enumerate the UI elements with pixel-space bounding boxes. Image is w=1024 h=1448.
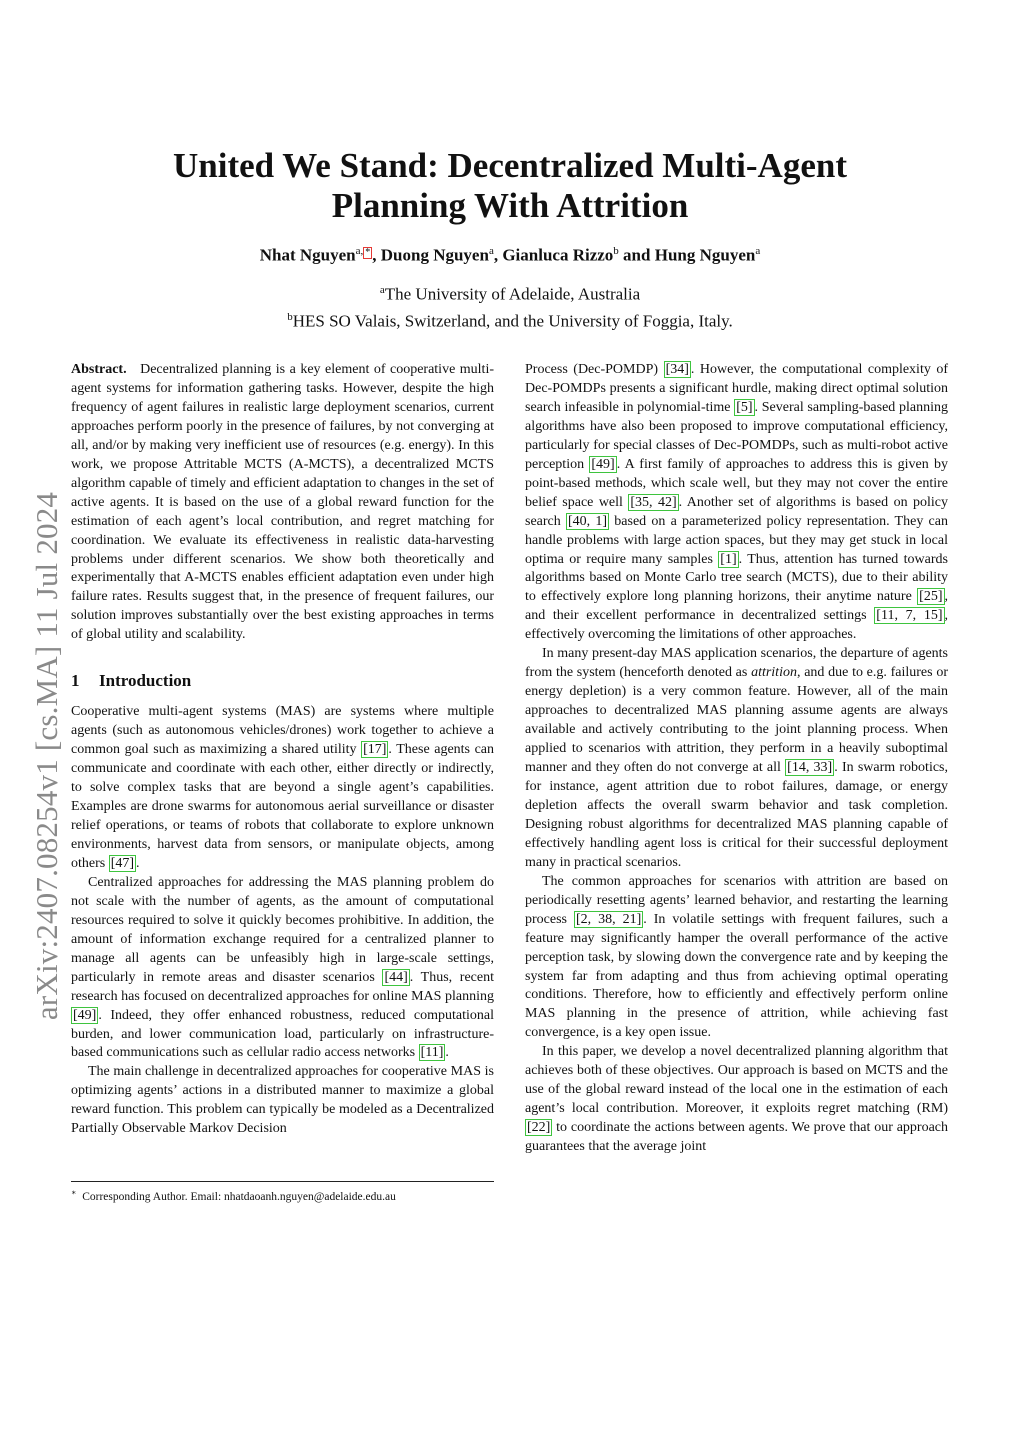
text-run: . (445, 1045, 449, 1061)
text-run: . A first family of approaches to address this is given by point-based methods, which scale well, but they may not cover the entire belief space well (525, 456, 948, 510)
citation-link[interactable]: [35, 42] (630, 494, 677, 510)
citation-link[interactable]: [17] (363, 742, 387, 758)
footnote-rule (71, 1181, 494, 1182)
text-run: , effectively overcoming the limitations of other approaches. (525, 608, 948, 643)
text-run: . In volatile settings with frequent failures, such a feature may significantly hamper the overall performance of the active perception task, by slowing down the convergence rate and by keeping the system far from adapting and thus from achieving optimal operating conditions. Therefore, how to efficiently and effectively perform online MAS planning in the presence of attrition, while achieving fast convergence, is a key open issue. (525, 911, 948, 1041)
affiliation-sup: a (379, 284, 385, 296)
footnote-mark: ∗ (71, 1188, 77, 1197)
author-name: Duong Nguyen (380, 245, 489, 265)
text-run: . However, the computational complexity of Dec-POMDPs presents a significant hurdle, making direct optimal solution search infeasible in polynomial-time (525, 362, 949, 415)
citation-link[interactable]: [49] (73, 1007, 97, 1023)
abstract-label: Abstract. (71, 362, 127, 377)
affiliation-sup: b (287, 310, 293, 323)
emphasis-text: attrition (751, 665, 797, 681)
citation-link[interactable]: [49] (591, 456, 615, 472)
text-run: In many present-day MAS application scenarios, the departure of agents from the system (henceforth denoted as (525, 646, 948, 681)
section-number: 1 (71, 671, 80, 691)
arxiv-identifier-stamp (26, 456, 68, 1056)
author-separator: , (493, 245, 503, 265)
title-line-2: Planning With Attrition (331, 186, 689, 225)
text-run: . Several sampling-based planning algorithms have also been proposed to improve computational efficiency, particularly for special classes of Dec-POMDPs, such as multi-robot active perception (525, 399, 948, 472)
citation-link[interactable]: [14, 33] (787, 760, 833, 776)
footnote (71, 1185, 494, 1205)
text-run: The main challenge in decentralized approaches for cooperative MAS is optimizing agents’ actions in a distributed manner to maximize a global reward function. This problem can typically be modeled as a Decentralized Partially Observable Markov Decision (71, 1064, 494, 1137)
text-run: . Thus, attention has turned towards algorithms based on Monte Carlo tree search (MCTS), due to their ability to effectively explore long planning horizons, their anytime nature (525, 551, 948, 605)
citation-link[interactable]: [34] (665, 362, 689, 377)
footnote-text: Corresponding Author. Email: nhatdaoanh.nguyen@adelaide.edu.au (82, 1190, 396, 1203)
text-run: to coordinate the actions between agents. We prove that our approach guarantees that the average joint (525, 1120, 948, 1155)
citation-link[interactable]: [44] (384, 969, 408, 985)
citation-link[interactable]: [5] (736, 399, 753, 415)
text-run: . Another set of algorithms is based on policy search (525, 494, 948, 529)
title-line-1: United We Stand: Decentralized Multi-Agent (172, 146, 847, 185)
author-separator: , (372, 245, 381, 265)
arxiv-identifier-text: arXiv:2407.08254v1 [cs.MA] 11 Jul 2024 (29, 491, 64, 1021)
author-name: Nhat Nguyen (259, 245, 356, 265)
paragraph (71, 1063, 494, 1139)
author-affil-sup: a (755, 245, 761, 257)
citation-link[interactable]: [22] (527, 1120, 551, 1136)
paragraph (525, 873, 948, 1044)
text-run: . (136, 855, 140, 871)
author-affil-sup: a, (355, 245, 364, 257)
paragraph (71, 703, 494, 874)
paragraph (71, 874, 494, 1064)
citation-link[interactable]: [11, 7, 15] (876, 608, 943, 624)
text-run: . Thus, recent research has focused on decentralized approaches for online MAS planning (71, 969, 494, 1004)
author-name: Gianluca Rizzo (502, 245, 614, 265)
text-run: . These agents can communicate and coordinate with each other, either directly or indirectly, to solve complex tasks that are beyond a single agent’s capabilities. Examples are drone swarms for autonomous aerial surveillance or disaster relief operations, or teams of robots that collaborate to explore unknown environments, harvest data from sensors, or manipulate objects, among others (71, 742, 494, 871)
affiliation-a (100, 279, 920, 306)
text-run: Process (Dec-POMDP) (525, 362, 664, 377)
affiliations (100, 279, 920, 332)
citation-link[interactable]: [11] (420, 1045, 444, 1061)
left-column (71, 361, 494, 1139)
citation-link[interactable]: [2, 38, 21] (575, 911, 642, 927)
paragraph (525, 361, 948, 645)
affiliation-text: The University of Adelaide, Australia (384, 284, 641, 304)
text-run: . In swarm robotics, for instance, agent attrition due to robot failures, damage, or energy depletion affects the overall swarm behavior and task completion. Designing robust algorithms for decentralized MAS planning capable of effectively handling agent loss is critical for their successful deployment many in practical scenarios. (525, 760, 948, 870)
citation-link[interactable]: [1] (720, 551, 737, 567)
author-list (100, 240, 920, 267)
section-title: Introduction (99, 671, 192, 691)
author-separator: and (618, 245, 655, 265)
text-run: , and their excellent performance in decentralized settings (525, 589, 948, 624)
text-run: Cooperative multi-agent systems (MAS) are systems where multiple agents (such as autonomous vehicles/drones) work together to achieve a common goal such as maximizing a shared utility (71, 704, 494, 758)
text-run: In this paper, we develop a novel decentralized planning algorithm that achieves both of these objectives. Our approach is based on MCTS and the use of the global reward instead of the local one in the estimation of each agent’s local contribution. Moreover, it exploits regret matching (RM) (525, 1044, 948, 1117)
text-run: . Indeed, they offer enhanced robustness, reduced computational burden, and lower communication load, particularly on infrastructure-based communications such as cellular radio access networks (71, 1007, 494, 1061)
text-run: , and due to e.g. failures or energy depletion) is a very common feature. However, all of the main approaches to decentralized MAS planning assume agents are always available and actively contributing to the joint planning process. When applied to scenarios with attrition, they perform in a heavily suboptimal manner and they often do not converge at all (525, 665, 948, 776)
author-affil-sup: a (488, 245, 494, 257)
paragraph (525, 645, 948, 872)
citation-link[interactable]: [25] (919, 589, 943, 605)
paragraph (525, 1043, 948, 1157)
text-run: The common approaches for scenarios with attrition are based on periodically resetting agents’ learned behavior, and restarting the learning process (525, 873, 948, 927)
citation-link[interactable]: [40, 1] (567, 513, 608, 529)
affiliation-text: HES SO Valais, Switzerland, and the University of Foggia, Italy. (292, 311, 733, 331)
abstract (71, 361, 494, 645)
right-column (525, 361, 948, 1157)
author-name: Hung Nguyen (654, 245, 756, 265)
corresponding-author-link[interactable]: * (365, 246, 371, 258)
paper-title (100, 146, 920, 226)
section-heading-introduction (71, 670, 494, 692)
abstract-text: Decentralized planning is a key element of cooperative multi-agent systems for information gathering tasks. However, despite the high frequency of agent failures in realistic large deployment scenarios, current approaches perform poorly in the presence of failures, by not converging at all, and/or by making very inefficient use of resources (e.g. energy). In this work, we propose Attritable MCTS (A-MCTS), a decentralized MCTS algorithm capable of timely and efficient adaptation to changes in the set of active agents. It is based on the use of a global reward function for the estimation of each agent’s local contribution, and regret matching for coordination. We evaluate its effectiveness in realistic data-harvesting problems under different scenarios. We show both theoretically and experimentally that A-MCTS enables efficient adaptation even under high failure rates. Results suggest that, in the presence of frequent failures, our solution improves substantially over the best existing approaches in terms of global utility and scalability. (71, 362, 494, 643)
text-run: based on a parameterized policy representation. They can handle problems with large action spaces, but they may get stuck in local optima or require many samples (525, 513, 948, 567)
author-affil-sup: b (613, 245, 619, 257)
citation-link[interactable]: [47] (110, 855, 135, 871)
text-run: Centralized approaches for addressing the MAS planning problem do not scale with the number of agents, as the amount of computational resources required to solve it quickly becomes prohibitive. In addition, the amount of information exchange required for a centralized planner to manage all agents can be unfeasibly high in large-scale settings, particularly in remote areas and disaster scenarios (71, 874, 494, 985)
affiliation-b (100, 306, 920, 333)
